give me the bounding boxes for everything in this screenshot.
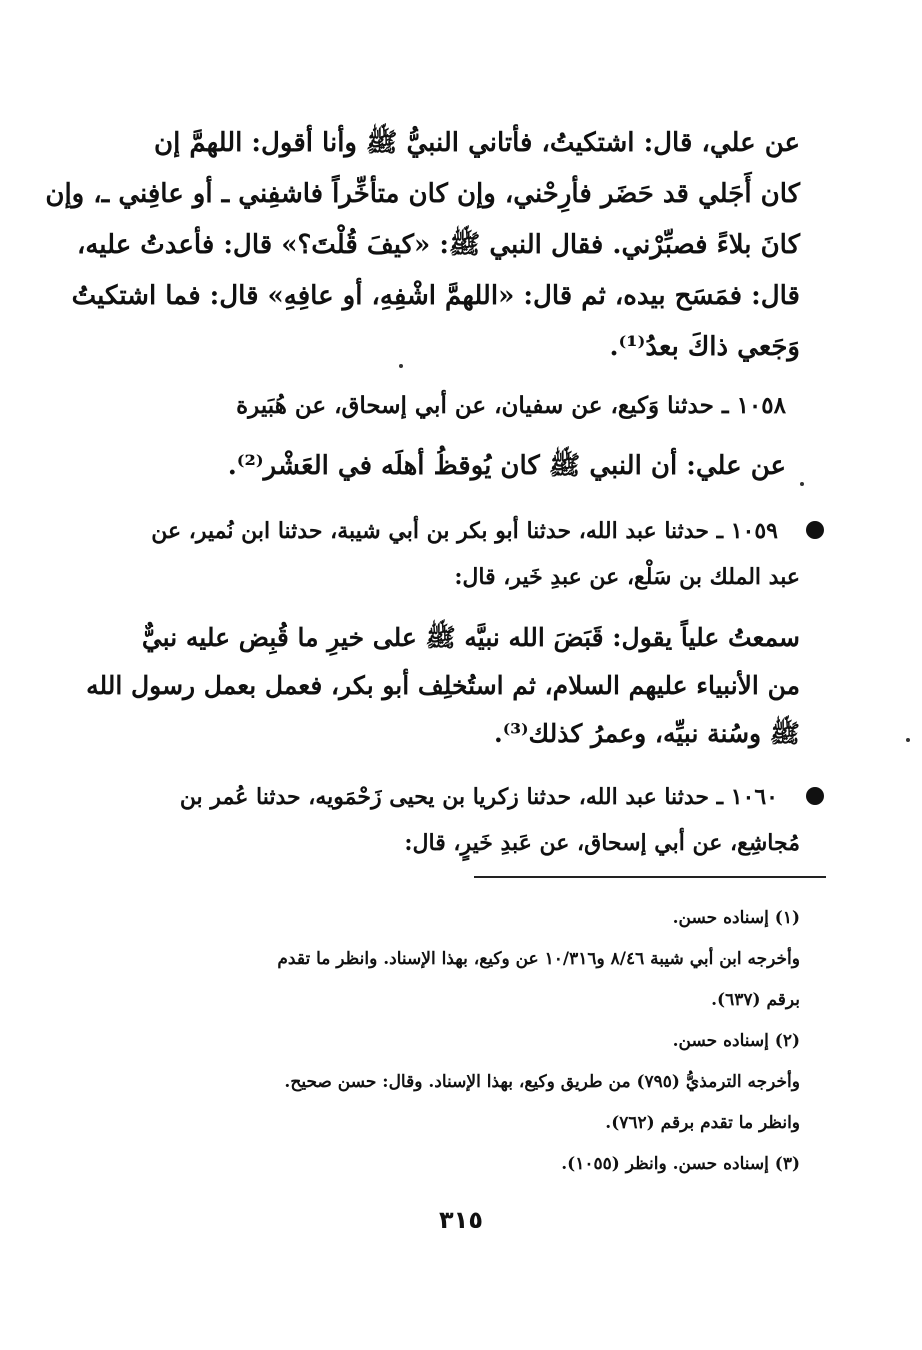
scan-speck: [800, 482, 804, 486]
isnad-line: عبد الملك بن سَلْع، عن عبدِ خَير، قال:: [454, 564, 800, 590]
bullet-marker: [806, 521, 824, 539]
isnad-line: ١٠٥٨ ـ حدثنا وَكيع، عن سفيان، عن أبي إسحاق، عن هُبَيرة: [236, 392, 786, 419]
text-line: كانَ بلاءً فصبِّرْني. فقال النبي ﷺ: «كيفَ قُلْتَ؟» قال: فأعدتُ عليه،: [76, 230, 800, 260]
hadith-1058-text: [166, 442, 786, 490]
footnote-separator: [474, 876, 826, 878]
text-line: ﷺ وسُنة نبيِّه، وعمرُ كذلك⁽³⁾.: [493, 719, 800, 748]
isnad-line: مُجاشِع، عن أبي إسحاق، عن عَبدِ خَيرٍ، قال:: [404, 830, 800, 856]
footnote-line: (٢) إسناده حسن.: [672, 1031, 800, 1051]
footnote-line: برقم (٦٣٧).: [711, 990, 800, 1010]
isnad-line: ١٠٥٩ ـ حدثنا عبد الله، حدثنا أبو بكر بن أبي شيبة، حدثنا ابن نُمير، عن: [151, 518, 778, 544]
text-line: عن علي، قال: اشتكيتُ، فأتاني النبيُّ ﷺ وأنا أقول: اللهمَّ إن: [153, 128, 800, 158]
text-line: سمعتُ علياً يقول: قَبَضَ الله نبيَّه ﷺ على خيرِ ما قُبِض عليه نبيٌّ: [141, 623, 800, 652]
footnotes: [128, 898, 800, 1185]
text-line: عن علي: أن النبي ﷺ كان يُوقظُ أهلَه في العَشْر⁽²⁾.: [227, 451, 786, 481]
scan-speck: [399, 364, 403, 368]
hadith-text-paragraph: [45, 118, 800, 373]
hadith-1059-isnad: [128, 508, 800, 600]
text-line: وَجَعي ذاكَ بعدُ⁽¹⁾.: [609, 332, 800, 362]
hadith-1060-isnad: [128, 774, 800, 866]
footnote-line: وأخرجه الترمذيُّ (٧٩٥) من طريق وكيع، بهذا الإسناد. وقال: حسن صحيح.: [284, 1072, 800, 1092]
hadith-1059-text: [86, 614, 800, 758]
isnad-line: ١٠٦٠ ـ حدثنا عبد الله، حدثنا زكريا بن يحيى زَحْمَويه، حدثنا عُمر بن: [179, 784, 778, 810]
page-number: ٣١٥: [439, 1206, 483, 1234]
footnote-line: (٣) إسناده حسن. وانظر (١٠٥٥).: [561, 1154, 800, 1174]
footnote-line: (١) إسناده حسن.: [672, 908, 800, 928]
bullet-marker: [806, 787, 824, 805]
text-line: كان أَجَلي قد حَضَر فأرِحْني، وإن كان متأخِّراً فاشفِني ـ أو عافِني ـ، وإن: [45, 179, 800, 209]
scan-speck: [906, 738, 910, 742]
text-line: من الأنبياء عليهم السلام، ثم استُخلِف أبو بكر، فعمل بعمل رسول الله: [86, 671, 800, 700]
text-line: قال: فمَسَح بيده، ثم قال: «اللهمَّ اشْفِهِ، أو عافِهِ» قال: فما اشتكيتُ: [71, 281, 800, 311]
footnote-line: وأخرجه ابن أبي شيبة ٨/٤٦ و١٠/٣١٦ عن وكيع، بهذا الإسناد. وانظر ما تقدم: [277, 949, 800, 969]
footnote-line: وانظر ما تقدم برقم (٧٦٢).: [605, 1113, 800, 1133]
hadith-1058-isnad: [166, 384, 786, 428]
